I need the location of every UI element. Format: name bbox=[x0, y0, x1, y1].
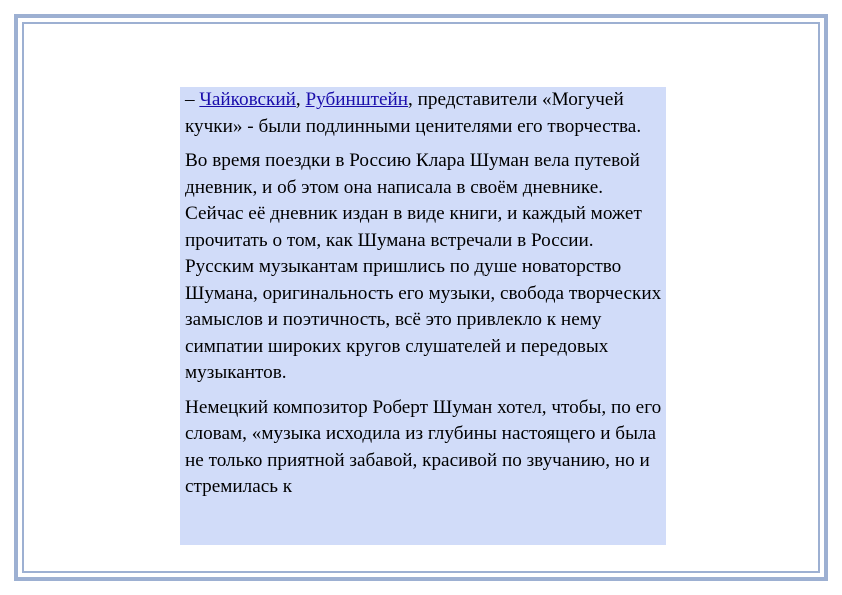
link-rubinstein[interactable]: Рубинштейн bbox=[305, 89, 409, 110]
paragraph-composers-rest: , представители «Могучей кучки» - были подлинными ценителями его творчества. bbox=[185, 89, 642, 137]
separator: , bbox=[295, 89, 306, 110]
paragraph-composers bbox=[185, 87, 662, 140]
paragraph-clara-diary: Во время поездки в Россию Клара Шуман вела путевой дневник, и об этом она написала в своём дневнике. Сейчас её дневник издан в виде книги, и каждый может прочитать о том, как Шумана встречали в России. Русским музыкантам пришлись по душе новаторство Шумана, оригинальность его музыки, свобода творческих замыслов и поэтичность, всё это привлекло к нему симпатии широких кругов слушателей и передовых музыкантов. bbox=[185, 150, 662, 383]
link-tchaikovsky[interactable]: Чайковский bbox=[199, 89, 296, 110]
paragraph-schumann-quote: Немецкий композитор Роберт Шуман хотел, чтобы, по его словам, «музыка исходила из глубины настоящего и была не только приятной забавой, красивой по звучанию, но и стремилась к bbox=[185, 396, 662, 497]
dash: – bbox=[185, 89, 200, 110]
text-box bbox=[180, 87, 666, 545]
